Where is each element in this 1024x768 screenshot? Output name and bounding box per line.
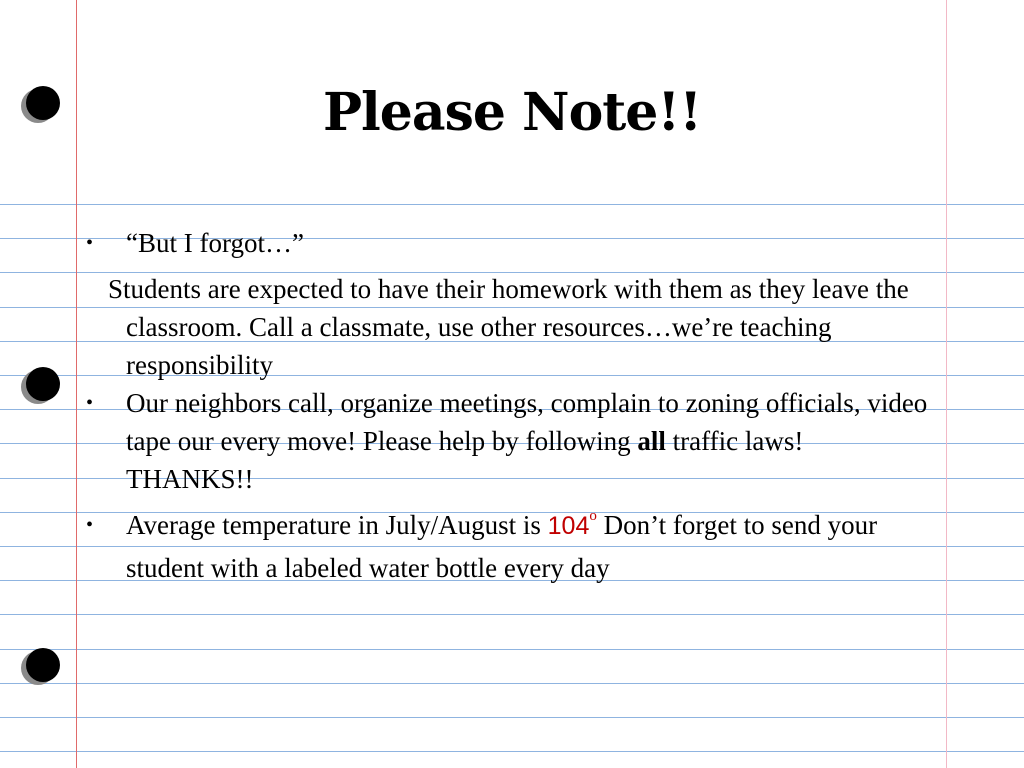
list-item [86,384,936,498]
bullet-list [86,224,936,587]
ruled-line [0,614,1024,615]
item-text: Our neighbors call, organize meetings, complain to zoning officials, video tape our every move! Please help by following [126,388,928,456]
ruled-line [0,751,1024,752]
bullet-marker: • [86,392,94,414]
ruled-line [0,649,1024,650]
binder-hole-bottom [26,648,60,682]
page-title: Please Note!! [322,82,702,143]
temperature-value: 104 [547,512,590,540]
emphasis-text: all [637,426,666,456]
item-text-end: Don’t forget to send your student with a labeled water bottle every day [126,510,878,583]
degree-symbol: o [589,508,597,524]
item-text: Average temperature in July/August is [126,510,548,540]
bullet-marker: • [86,232,94,254]
binder-hole-middle [26,367,60,401]
ruled-line [0,717,1024,718]
item-text-end: traffic laws! THANKS!! [126,426,804,494]
ruled-line [0,683,1024,684]
bullet-marker: • [86,514,94,536]
list-item-continuation [86,270,936,384]
list-item [86,224,936,262]
item-text: Students are expected to have their homework with them as they leave the classroom. Call a classmate, use other resources…we’re teaching responsibility [108,274,909,380]
list-item [86,506,936,587]
item-text: “But I forgot…” [126,228,304,258]
ruled-line [0,204,1024,205]
